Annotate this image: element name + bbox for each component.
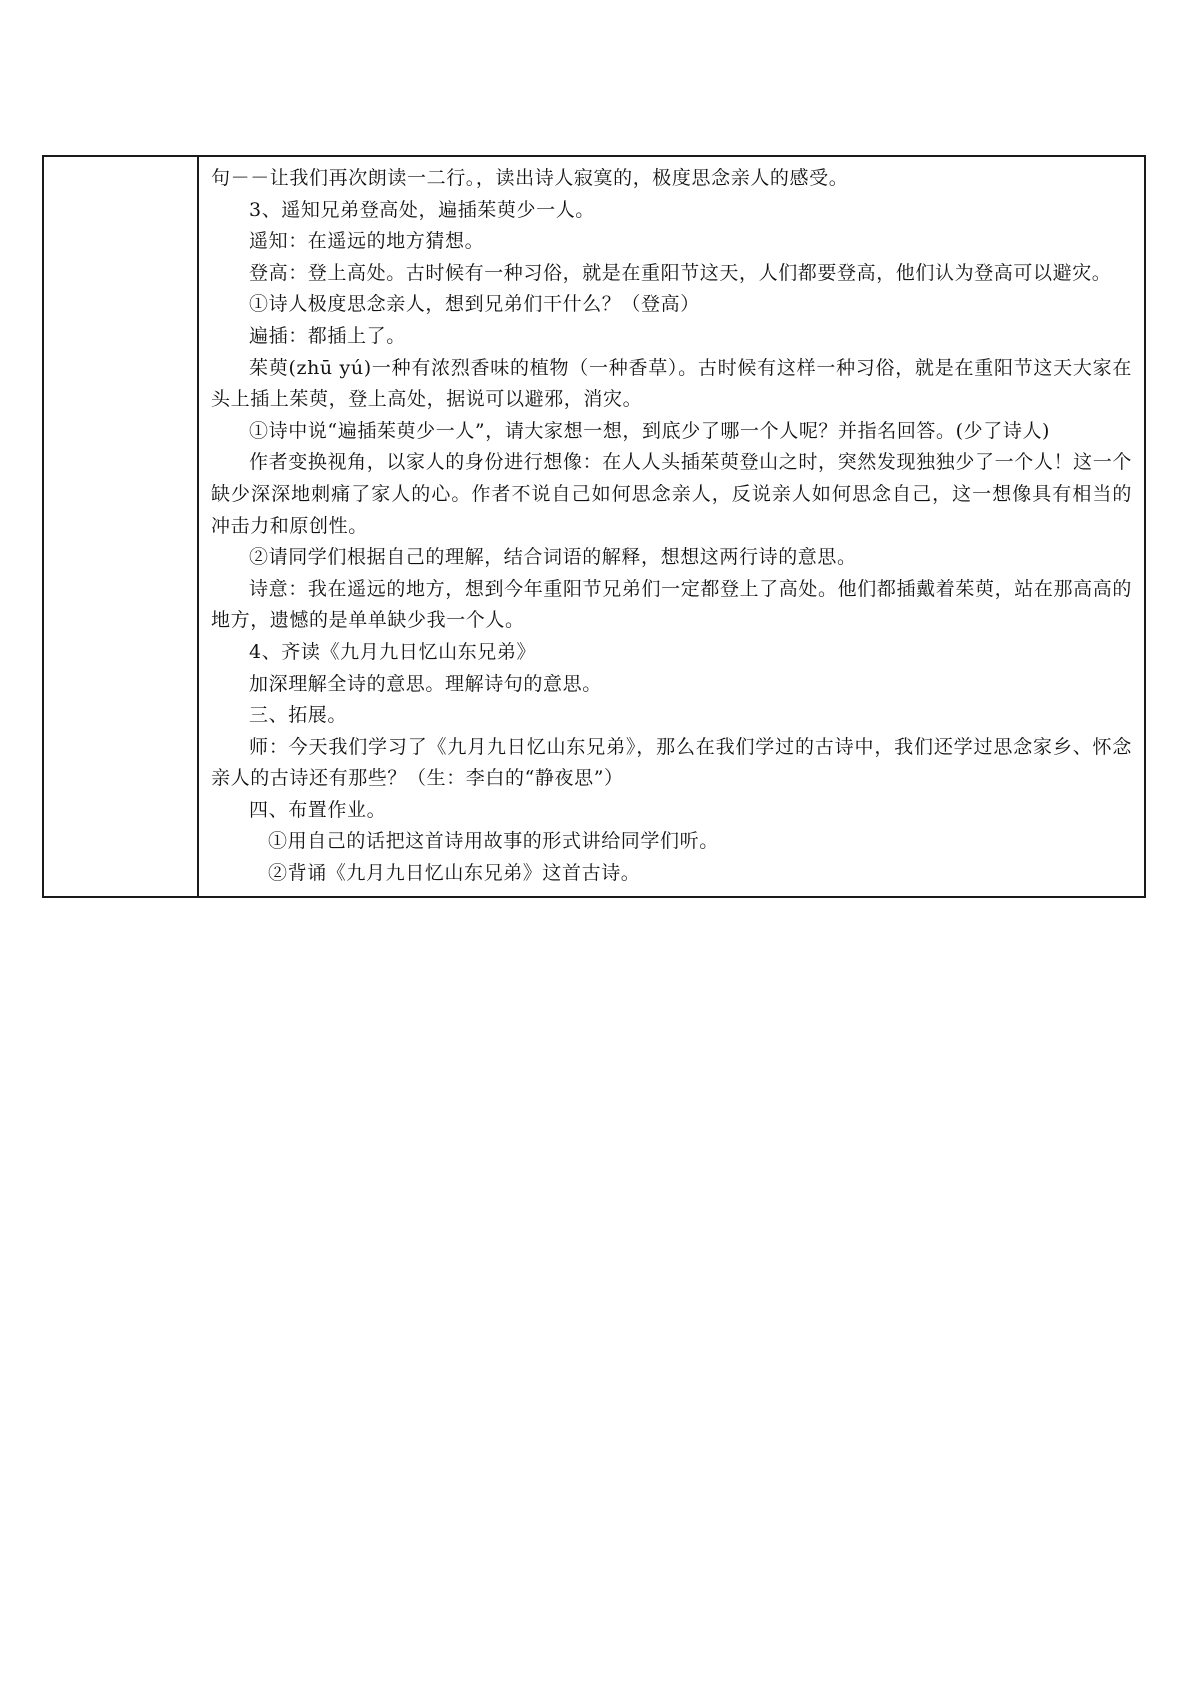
paragraph: 遍插：都插上了。 bbox=[249, 324, 406, 347]
paragraph: ②请同学们根据自己的理解，结合词语的解释，想想这两行诗的意思。 bbox=[249, 546, 857, 569]
paragraph: 遥知：在遥远的地方猜想。 bbox=[249, 230, 485, 253]
homework-item: ②背诵《九月九日忆山东兄弟》这首古诗。 bbox=[268, 862, 641, 885]
homework-item: ①用自己的话把这首诗用故事的形式讲给同学们听。 bbox=[268, 830, 719, 853]
content-cell bbox=[198, 156, 1145, 897]
paragraph: 4、齐读《九月九日忆山东兄弟》 bbox=[249, 640, 537, 663]
paragraph: ①诗中说“遍插茱萸少一人”，请大家想一想，到底少了哪一个人呢？并指名回答。(少了诗人) bbox=[249, 419, 1051, 442]
paragraph: ①诗人极度思念亲人，想到兄弟们干什么？（登高） bbox=[249, 293, 700, 316]
lesson-table bbox=[42, 155, 1146, 898]
paragraph: 登高：登上高处。古时候有一种习俗，就是在重阳节这天，人们都要登高，他们认为登高可以避灾。 bbox=[249, 261, 1112, 284]
paragraph: 作者变换视角，以家人的身份进行想像：在人人头插茱萸登山之时，突然发现独独少了一个人！这一个缺少深深地刺痛了家人的心。作者不说自己如何思念亲人，反说亲人如何思念自己，这一想像具有相当的冲击力和原创性。 bbox=[211, 451, 1132, 537]
table-row bbox=[43, 156, 1145, 897]
paragraph: 句－－让我们再次朗读一二行。，读出诗人寂寞的，极度思念亲人的感受。 bbox=[211, 167, 849, 189]
paragraph: 茱萸(zhū yú)一种有浓烈香味的植物（一种香草）。古时候有这样一种习俗，就是在重阳节这天大家在头上插上茱萸，登上高处，据说可以避邪，消灾。 bbox=[211, 356, 1132, 411]
paragraph: 3、遥知兄弟登高处，遍插茱萸少一人。 bbox=[249, 198, 595, 221]
section-heading: 三、拓展。 bbox=[249, 704, 348, 727]
paragraph: 师：今天我们学习了《九月九日忆山东兄弟》，那么在我们学过的古诗中，我们还学过思念家乡、怀念亲人的古诗还有那些？（生：李白的“静夜思”） bbox=[211, 735, 1132, 790]
left-column-cell bbox=[43, 156, 198, 897]
paragraph: 加深理解全诗的意思。理解诗句的意思。 bbox=[249, 672, 602, 695]
paragraph: 诗意：我在遥远的地方，想到今年重阳节兄弟们一定都登上了高处。他们都插戴着茱萸，站在那高高的地方，遗憾的是单单缺少我一个人。 bbox=[211, 577, 1132, 632]
section-heading: 四、布置作业。 bbox=[249, 798, 387, 821]
